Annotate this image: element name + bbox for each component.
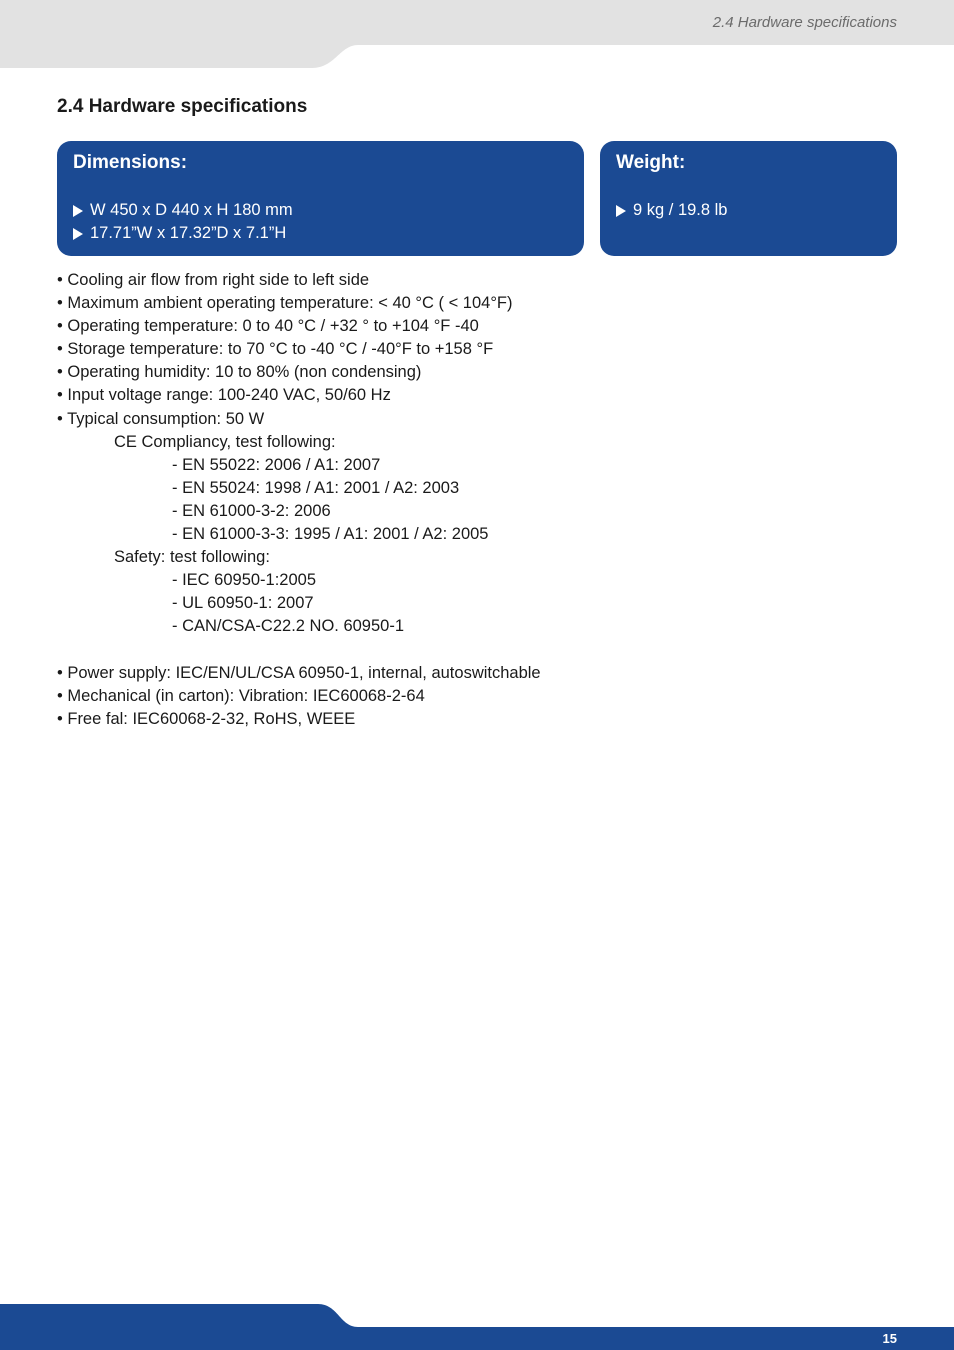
ce-standard-item: - EN 55022: 2006 / A1: 2007 [172,455,381,474]
dimensions-title: Dimensions: [73,152,188,173]
weight-value: 9 kg / 19.8 lb [633,201,728,219]
spec-bullet: • Mechanical (in carton): Vibration: IEC60068-2-64 [57,686,425,705]
ce-standard-item: - EN 55024: 1998 / A1: 2001 / A2: 2003 [172,478,460,497]
safety-standard-item: - UL 60950-1: 2007 [172,594,314,613]
dimensions-line [73,199,568,222]
running-header-title: 2.4 Hardware specifications [712,14,897,31]
ce-standard-item: - EN 61000-3-2: 2006 [172,501,331,520]
play-triangle-icon [73,228,83,240]
spec-bullet: • Free fal: IEC60068-2-32, RoHS, WEEE [57,709,356,728]
spec-bullet: • Operating humidity: 10 to 80% (non condensing) [57,363,422,382]
footer-band [0,1304,954,1350]
spec-bullet: • Typical consumption: 50 W [57,409,265,428]
spec-bullet: • Storage temperature: to 70 °C to -40 °C / -40°F to +158 °F [57,340,494,359]
weight-title: Weight: [616,152,686,173]
spec-bullet: • Maximum ambient operating temperature: < 40 °C ( < 104°F) [57,294,513,313]
spec-bullet: • Cooling air flow from right side to left side [57,271,370,289]
weight-line [616,199,881,222]
section-title: 2.4 Hardware specifications [57,96,308,117]
safety-standard-item: - IEC 60950-1:2005 [172,571,317,590]
spacer [57,639,897,662]
dimensions-imperial: 17.71”W x 17.32”D x 7.1”H [90,224,287,242]
weight-box [600,141,897,256]
ce-compliancy-heading: CE Compliancy, test following: [114,432,336,451]
spec-bullet: • Input voltage range: 100-240 VAC, 50/60 Hz [57,386,391,405]
ce-standard-item: - EN 61000-3-3: 1995 / A1: 2001 / A2: 2005 [172,525,489,544]
safety-standard-item: - CAN/CSA-C22.2 NO. 60950-1 [172,617,405,636]
header-band [0,0,954,70]
dimensions-metric: W 450 x D 440 x H 180 mm [90,201,293,219]
page-number: 15 [882,1331,897,1346]
play-triangle-icon [616,205,626,217]
safety-heading: Safety: test following: [114,548,270,567]
dimensions-line [73,222,568,245]
specifications-list [57,269,897,731]
dimensions-box [57,141,584,256]
play-triangle-icon [73,205,83,217]
spec-bullet: • Operating temperature: 0 to 40 °C / +32 ° to +104 °F -40 [57,317,479,336]
spec-bullet: • Power supply: IEC/EN/UL/CSA 60950-1, internal, autoswitchable [57,663,541,682]
